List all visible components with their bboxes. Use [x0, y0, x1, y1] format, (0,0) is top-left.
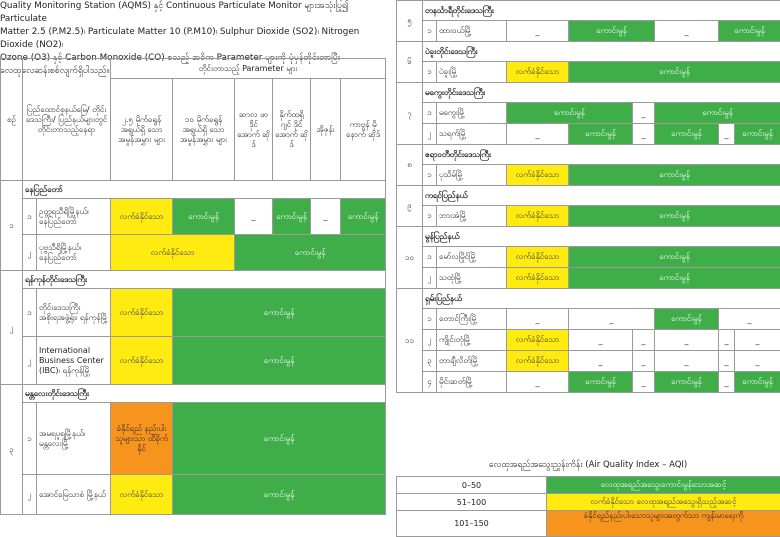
status-cell: ကောင်းမွန် — [173, 403, 386, 475]
header-so2: ဆာလ ဖာဒိုင် အောက် ဆိုဒ် — [235, 79, 273, 181]
left-air-quality-table — [0, 58, 386, 515]
aqi-range: 0–50 — [397, 477, 547, 494]
status-cell: _ — [633, 330, 655, 351]
aqi-label-moderate: လက်ခံနိုင်သော လေထုအရည်အသွေးရှိသည့်အဆင့် — [547, 494, 780, 511]
row-no: ၁ — [23, 403, 37, 475]
status-cell: ခံနိုင်ရည် နည်းပါး သူများသာ ထိခိုက်နိုင် — [111, 403, 173, 475]
status-cell: လက်ခံနိုင်သော — [111, 235, 235, 271]
status-cell: လက်ခံနိုင်သော — [111, 199, 173, 235]
section-title: ပဲခူးတိုင်းဒေသကြီး — [423, 42, 780, 62]
station-name: ပဲခူးမြို့ — [437, 62, 507, 83]
section-no: ၇ — [397, 83, 423, 145]
aqi-label-sensitive: ခံနိုင်ရည်နည်းပါးသောသူများအတွက်သာ ကျန်းမာရေးကို — [547, 511, 780, 537]
station-name: ပုဗ္ဗသီရိမြို့နယ်၊ နေပြည်တော် — [37, 235, 111, 271]
intro-line: Matter 2.5 (P.M2.5)၊ Particulate Matter 10 (P.M10)၊ Sulphur Dioxide (SO2)၊ Nitrogen Dioxide (NO2)၊ — [0, 26, 385, 52]
header-pm25: ၂.၅ မိုက်ခရွန် အရွယ်ရှိ သော အမှုန်အမွှား များ — [111, 79, 173, 181]
aqi-label-good: လေထုအရည်အသွေးကောင်းမွန်သောအဆင့် — [547, 477, 780, 494]
status-cell: _ — [633, 103, 655, 124]
status-cell: _ — [633, 372, 655, 393]
status-cell: ကောင်းမွန် — [569, 62, 780, 83]
station-name: မော်လမြိုင်မြို့ — [437, 247, 507, 268]
status-cell: လက်ခံနိုင်သော — [111, 475, 173, 515]
status-cell: _ — [655, 330, 719, 351]
station-name: ဘားအံမြို့ — [437, 206, 507, 227]
status-cell: _ — [569, 351, 633, 372]
row-no: ၃ — [423, 351, 437, 372]
status-cell: _ — [719, 124, 735, 145]
header-parameters: တိုင်းတာသည့် Parameter များ — [111, 59, 386, 79]
status-cell: လက်ခံနိုင်သော — [507, 351, 569, 372]
status-cell: _ — [735, 330, 780, 351]
station-name: International Business Center (IBC)၊ ရန်ကုန်မြို့ — [37, 337, 111, 385]
section-no: ၁၀ — [397, 227, 423, 289]
status-cell: ကောင်းမွန် — [655, 124, 719, 145]
row-no: ၁ — [423, 309, 437, 330]
section-title: ကရင်ပြည်နယ် — [423, 186, 780, 206]
status-cell: ကောင်းမွန် — [719, 21, 780, 42]
station-name: ဥတ္တရသီရိမြို့နယ်၊ နေပြည်တော် — [37, 199, 111, 235]
section-title: ဧရာဝတီတိုင်းဒေသကြီး — [423, 145, 780, 165]
status-cell: ကောင်းမွန် — [341, 199, 386, 235]
station-name: တောင်ကြီးမြို့ — [437, 309, 507, 330]
status-cell: _ — [719, 330, 735, 351]
intro-line: လေထုလေဆန်းစစ်လျက်ရှိပါသည်။ — [0, 65, 385, 78]
status-cell: _ — [569, 309, 655, 330]
station-name: ထားဝယ်မြို့ — [437, 21, 507, 42]
row-no: ၂ — [23, 235, 37, 271]
status-cell: _ — [507, 124, 569, 145]
station-name: ပုသိမ်မြို့ — [437, 165, 507, 186]
status-cell: လက်ခံနိုင်သော — [507, 165, 569, 186]
row-no: ၂ — [423, 268, 437, 289]
section-no: ၃ — [1, 385, 23, 515]
header-no2: နိုက်ထရို ဂျင် ဒိုင် အောက် ဆိုဒ် — [273, 79, 311, 181]
row-no: ၁ — [423, 103, 437, 124]
station-name: သရက်မြို့ — [437, 124, 507, 145]
row-no: ၁ — [23, 289, 37, 337]
aqi-range: 51–100 — [397, 494, 547, 511]
station-name: အမရပူရမြို့နယ်၊ မန္တလေးမြို့ — [37, 403, 111, 475]
status-cell: ကောင်းမွန် — [569, 21, 655, 42]
header-pm10: ၁၀ မိုက်ခရွန် အရွယ်ရှိ သော အမှုန်အမွှား များ — [173, 79, 235, 181]
status-cell: ကောင်းမွန် — [173, 337, 386, 385]
status-cell: _ — [655, 351, 719, 372]
status-cell: ကောင်းမွန် — [173, 289, 386, 337]
station-name: တိုင်းဒေသကြီး အစိုးရအဖွဲ့ရုံး၊ ရန်ကုန်မြို့ — [37, 289, 111, 337]
status-cell: _ — [719, 309, 780, 330]
status-cell: လက်ခံနိုင်သော — [111, 289, 173, 337]
row-no: ၂ — [23, 475, 37, 515]
status-cell: _ — [719, 372, 735, 393]
header-station: ပြည်ထောင်စုနယ်မြေ/ တိုင်းဒေသကြီး/ ပြည်နယ်များတွင် တိုင်းတာသည့်နေရာ — [23, 59, 111, 181]
section-no: ၈ — [397, 145, 423, 186]
station-name: မိုင်းဆတ်မြို့ — [437, 372, 507, 393]
status-cell: _ — [507, 21, 569, 42]
status-cell: _ — [235, 199, 273, 235]
header-o3: အိုဇုန်း — [311, 79, 341, 181]
status-cell: ကောင်းမွန် — [273, 199, 311, 235]
status-cell: ကောင်းမွန် — [735, 124, 780, 145]
section-no: ၁ — [1, 181, 23, 271]
status-cell: လက်ခံနိုင်သော — [111, 337, 173, 385]
station-name: ကျိုင်းတုံမြို့ — [437, 330, 507, 351]
status-cell: ကောင်းမွန် — [507, 103, 633, 124]
status-cell: ကောင်းမွန် — [569, 247, 780, 268]
header-no: စဉ် — [1, 59, 23, 181]
status-cell: ကောင်းမွန် — [569, 165, 780, 186]
row-no: ၄ — [423, 372, 437, 393]
status-cell: ကောင်းမွန် — [173, 199, 235, 235]
section-no: ၉ — [397, 186, 423, 227]
row-no: ၂ — [423, 330, 437, 351]
intro-line: Ozone (O3) နှင့် Carbon Monoxide (CO) စသည့် အဓိက Parameter များကို ပုံမှန်တိုင်းတာပြီး — [0, 52, 385, 65]
status-cell: ကောင်းမွန် — [173, 475, 386, 515]
section-title: ရှမ်းပြည်နယ် — [423, 289, 780, 309]
status-cell: _ — [633, 351, 655, 372]
aqi-range: 101–150 — [397, 511, 547, 537]
row-no: ၁ — [23, 199, 37, 235]
status-cell: ကောင်းမွန် — [569, 124, 633, 145]
status-cell: _ — [507, 309, 569, 330]
station-name: သထုံမြို့ — [437, 268, 507, 289]
section-no: ၆ — [397, 42, 423, 83]
section-no: ၂ — [1, 271, 23, 385]
status-cell: ကောင်းမွန် — [735, 372, 780, 393]
status-cell: _ — [569, 330, 633, 351]
status-cell: ကောင်းမွန် — [569, 206, 780, 227]
row-no: ၂ — [423, 124, 437, 145]
intro-line: Quality Monitoring Station (AQMS) နှင့် Continuous Particulate Monitor များအသုံးပြု၍ Particulate — [0, 0, 385, 26]
section-title: တနင်္သာရီတိုင်းဒေသကြီး — [423, 1, 780, 21]
section-title: မန္တလေးတိုင်းဒေသကြီး — [23, 385, 386, 403]
row-no: ၁ — [423, 21, 437, 42]
row-no: ၁ — [423, 247, 437, 268]
status-cell: လက်ခံနိုင်သော — [507, 206, 569, 227]
status-cell: _ — [633, 124, 655, 145]
station-name: မကွေးမြို့ — [437, 103, 507, 124]
row-no: ၁ — [423, 62, 437, 83]
section-title: မကွေးတိုင်းဒေသကြီး — [423, 83, 780, 103]
status-cell: လက်ခံနိုင်သော — [507, 62, 569, 83]
status-cell: _ — [311, 199, 341, 235]
status-cell: _ — [655, 21, 719, 42]
row-no: ၁ — [423, 165, 437, 186]
station-name: တာချီလိတ်မြို့ — [437, 351, 507, 372]
status-cell: ကောင်းမွန် — [655, 309, 719, 330]
aqi-title: လေထုအရည်အသွေးညွှန်းကိန်း (Air Quality Index – AQI) — [396, 460, 780, 472]
status-cell: လက်ခံနိုင်သော — [507, 247, 569, 268]
section-no: ၁၁ — [397, 289, 423, 393]
aqi-legend-table — [396, 476, 780, 537]
status-cell: ကောင်းမွန် — [655, 103, 780, 124]
status-cell: ကောင်းမွန် — [235, 235, 386, 271]
status-cell: ကောင်းမွန် — [569, 268, 780, 289]
section-title: ရန်ကုန်တိုင်းဒေသကြီး — [23, 271, 386, 289]
section-no: ၅ — [397, 1, 423, 42]
status-cell: ကောင်းမွန် — [569, 372, 633, 393]
station-name: အောင်မြေသာစံ မြို့နယ် — [37, 475, 111, 515]
status-cell: လက်ခံနိုင်သော — [507, 330, 569, 351]
row-no: ၁ — [423, 206, 437, 227]
status-cell: ကောင်းမွန် — [655, 372, 719, 393]
status-cell: _ — [735, 351, 780, 372]
status-cell: လက်ခံနိုင်သော — [507, 268, 569, 289]
section-title: နေပြည်တော် — [23, 181, 386, 199]
status-cell: _ — [719, 351, 735, 372]
row-no: ၂ — [23, 337, 37, 385]
section-title: မွန်ပြည်နယ် — [423, 227, 780, 247]
header-co: ကာဗွန် မို နောက် ဆိုဒ် — [341, 79, 386, 181]
right-air-quality-table — [396, 0, 780, 393]
status-cell: _ — [507, 372, 569, 393]
